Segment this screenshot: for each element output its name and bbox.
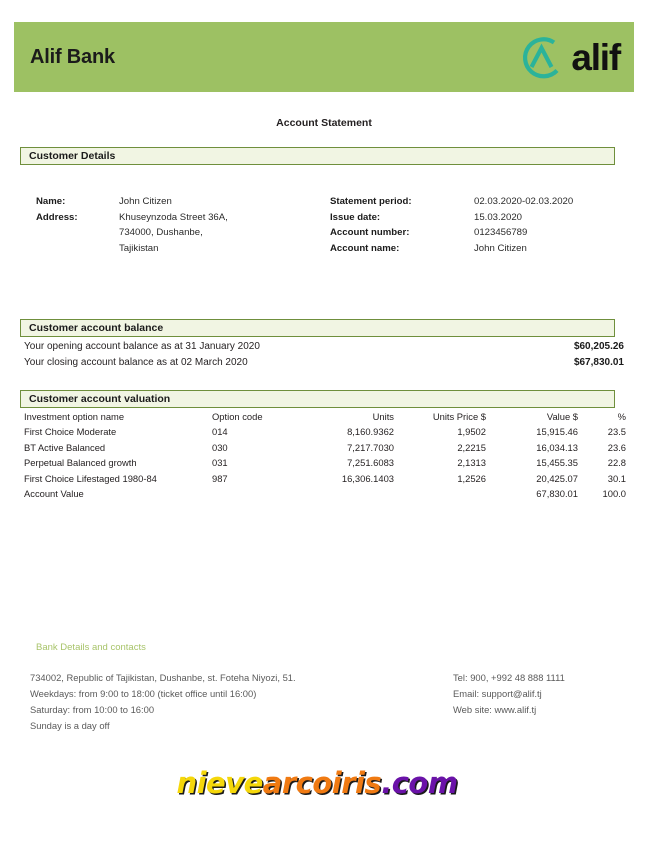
- detail-row-name: [36, 194, 336, 210]
- account-name-label: Account name:: [330, 242, 400, 254]
- valuation-table-body: [24, 424, 626, 501]
- footer-phone-line: Tel: 900, +992 48 888 1111: [453, 672, 565, 683]
- issue-date-value: 15.03.2020: [474, 211, 523, 223]
- footer-saturday-hours-line: Saturday: from 10:00 to 16:00: [30, 704, 155, 715]
- address-line-1: Khuseynzoda Street 36A,: [119, 211, 228, 223]
- balance-row: [24, 355, 624, 371]
- cell-percent: 23.6: [607, 441, 626, 453]
- column-header-value: Value $: [546, 411, 578, 422]
- section-header-account-valuation: Customer account valuation: [20, 390, 615, 408]
- cell-percent: 23.5: [607, 426, 626, 438]
- valuation-table-head: [24, 409, 626, 424]
- column-header-percent: %: [617, 411, 626, 422]
- detail-row-statement-period: [330, 194, 640, 210]
- watermark-part-3: .com: [381, 766, 458, 800]
- cell-total-percent: 100.0: [602, 488, 626, 500]
- cell-option-name: Perpetual Balanced growth: [24, 457, 137, 469]
- bank-name: Alif Bank: [30, 45, 115, 68]
- footer-sunday-line: Sunday is a day off: [30, 720, 110, 731]
- cell-unit-price: 2,1313: [457, 457, 486, 469]
- account-valuation-table: [24, 409, 626, 501]
- cell-value: 15,455.35: [536, 457, 578, 469]
- cell-option-code: 014: [212, 426, 228, 438]
- closing-balance-label: Your closing account balance as at 02 March 2020: [24, 356, 248, 368]
- table-row: [24, 455, 626, 470]
- watermark-part-1: nieve: [176, 766, 263, 800]
- cell-total-units: [290, 486, 394, 501]
- customer-details-right-column: [330, 194, 640, 256]
- watermark: [0, 766, 648, 800]
- cell-total-label: Account Value: [24, 488, 84, 500]
- closing-balance-amount: $67,830.01: [573, 356, 624, 368]
- name-value: John Citizen: [119, 196, 172, 207]
- cell-units: 7,217.7030: [347, 441, 394, 453]
- column-header-units-price: Units Price $: [432, 411, 486, 422]
- name-label: Name:: [36, 196, 66, 207]
- customer-details-left-column: [36, 194, 336, 256]
- cell-percent: 22.8: [607, 457, 626, 469]
- cell-option-name: BT Active Balanced: [24, 441, 106, 453]
- statement-period-value: 02.03.2020-02.03.2020: [474, 196, 574, 207]
- detail-row-address: [36, 210, 336, 226]
- opening-balance-label: Your opening account balance as at 31 January 2020: [24, 341, 260, 352]
- section-header-customer-details: Customer Details: [20, 147, 615, 165]
- detail-row-issue-date: [330, 210, 640, 226]
- account-name-value: John Citizen: [474, 242, 527, 254]
- alif-logo: [517, 33, 620, 81]
- cell-percent: 30.1: [607, 472, 626, 484]
- address-line-2: 734000, Dushanbe,: [119, 227, 203, 238]
- column-header-investment-option-name: Investment option name: [24, 411, 125, 422]
- cell-option-code: 987: [212, 472, 228, 484]
- table-row: [24, 471, 626, 486]
- cell-option-name: First Choice Moderate: [24, 426, 117, 438]
- footer-website-line: Web site: www.alif.tj: [453, 704, 537, 715]
- cell-total-code: [212, 486, 290, 501]
- statement-period-label: Statement period:: [330, 196, 412, 207]
- cell-units: 16,306.1403: [341, 472, 394, 484]
- page-header-band: [14, 22, 634, 92]
- footer-email-line: Email: support@alif.tj: [453, 688, 542, 699]
- section-header-account-balance: Customer account balance: [20, 319, 615, 337]
- table-total-row: [24, 486, 626, 501]
- cell-option-code: 030: [212, 441, 228, 453]
- footer-weekday-hours-line: Weekdays: from 9:00 to 18:00 (ticket office until 16:00): [30, 688, 257, 699]
- table-header-row: [24, 409, 626, 424]
- account-number-value: 0123456789: [474, 227, 528, 238]
- account-number-label: Account number:: [330, 227, 410, 238]
- table-row: [24, 424, 626, 439]
- cell-units: 8,160.9362: [347, 426, 394, 438]
- cell-total-value: 67,830.01: [536, 488, 578, 500]
- cell-option-name: First Choice Lifestaged 1980-84: [24, 472, 157, 484]
- issue-date-label: Issue date:: [330, 211, 381, 223]
- cell-unit-price: 1,9502: [457, 426, 486, 438]
- cell-units: 7,251.6083: [347, 457, 394, 469]
- watermark-part-2: arcoiris: [262, 766, 382, 800]
- account-balance-block: [24, 339, 624, 370]
- detail-row-account-name: [330, 241, 640, 257]
- detail-row-account-number: [330, 225, 640, 241]
- table-row: [24, 440, 626, 455]
- alif-mark-icon: [517, 33, 565, 81]
- page-title: Account Statement: [276, 117, 372, 129]
- cell-unit-price: 1,2526: [457, 472, 486, 484]
- address-line-3: Tajikistan: [119, 242, 159, 254]
- balance-row: [24, 339, 624, 355]
- footer-heading: Bank Details and contacts: [36, 642, 146, 653]
- cell-unit-price: 2,2215: [457, 441, 486, 453]
- column-header-option-code: Option code: [212, 411, 263, 422]
- cell-option-code: 031: [212, 457, 228, 469]
- cell-value: 15,915.46: [536, 426, 578, 438]
- cell-total-price: [394, 486, 486, 501]
- column-header-units: Units: [372, 411, 394, 422]
- alif-wordmark: alif: [571, 36, 620, 78]
- cell-value: 16,034.13: [536, 441, 578, 453]
- cell-value: 20,425.07: [536, 472, 578, 484]
- footer-address-line: 734002, Republic of Tajikistan, Dushanbe, st. Foteha Niyozi, 51.: [30, 672, 296, 683]
- address-label: Address:: [36, 211, 78, 223]
- footer-contact-block: [453, 670, 643, 718]
- opening-balance-amount: $60,205.26: [573, 341, 624, 352]
- footer-address-block: [30, 670, 450, 734]
